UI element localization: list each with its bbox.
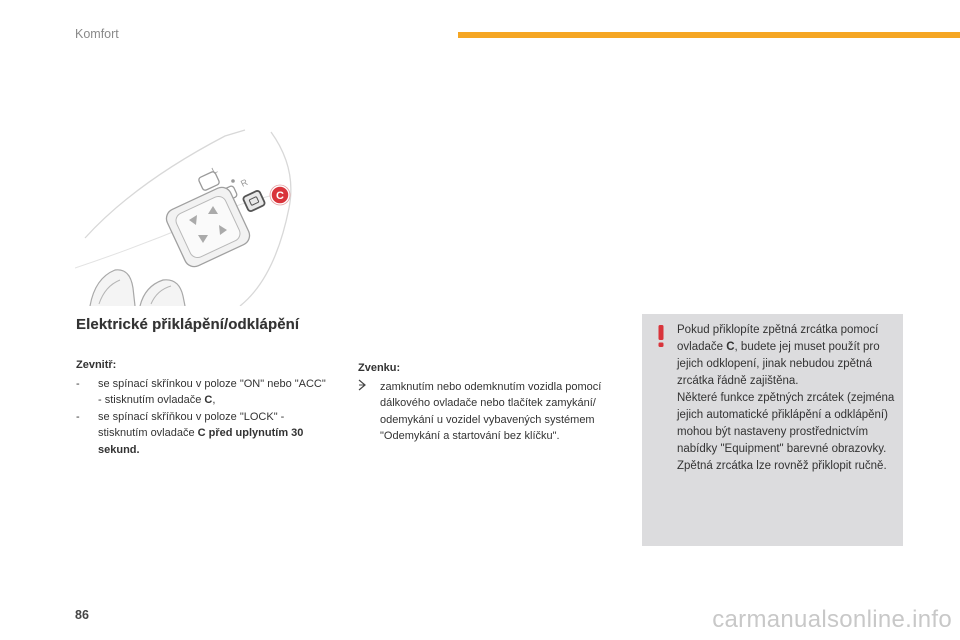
switch-letter-l: L	[210, 164, 219, 176]
warning-text	[677, 322, 899, 475]
callout-c-label: C	[276, 190, 284, 202]
item-bold-text: C před uplynutím 30 sekund.	[98, 427, 304, 456]
section-title: Komfort	[75, 27, 119, 41]
fold-button	[242, 190, 265, 212]
warning-bold: C	[726, 341, 735, 353]
inside-instructions	[76, 357, 326, 458]
item-text-end: ,	[212, 394, 216, 406]
inside-title: Zevnitř:	[76, 359, 117, 371]
warning-text-end: , budete jej muset použít pro jejich odklopení, jinak nebudou zpětná zrcátka řádně zajištěna.	[677, 341, 880, 387]
mirror-control-illustration	[75, 128, 305, 306]
warning-line-3: Zpětná zrcátka lze rovněž přiklopit ručně.	[677, 460, 887, 472]
pointer-icon	[358, 379, 368, 397]
section-heading: Elektrické přiklápění/odklápění	[76, 316, 300, 333]
list-item	[76, 409, 326, 459]
item-text: zamknutím nebo odemknutím vozidla pomocí dálkového ovladače nebo tlačítek zamykání/ odemykání u vozidel vybavených systémem "Odemykání a startování bez klíčku".	[380, 380, 602, 442]
door-panel-edge	[240, 132, 291, 306]
warning-text-start: Pokud přiklopíte zpětná zrcátka pomocí ovladače	[677, 324, 879, 353]
exclamation-icon	[654, 324, 668, 348]
item-bold-text: C	[204, 394, 213, 406]
window-button-left	[90, 270, 135, 306]
header-accent-bar	[458, 32, 960, 38]
item-text: se spínací skřínkou v poloze "ON" nebo "ACC" - stisknutím ovladače	[98, 377, 326, 406]
dash-bullet: -	[76, 410, 80, 423]
watermark: carmanualsonline.info	[712, 606, 952, 633]
mirror-adjust-pad	[163, 184, 253, 270]
outside-title: Zvenku:	[358, 362, 401, 374]
warning-line-2: Některé funkce zpětných zrcátek (zejména jejich automatické přiklápění a odklápění) mohou být nastaveny prostřednictvím nabídky "Equipment" barevné obrazovky.	[677, 392, 895, 455]
list-item	[358, 379, 628, 445]
list-item	[76, 376, 326, 409]
callout-c-badge	[270, 185, 290, 205]
outside-instructions	[358, 360, 628, 445]
dash-bullet: -	[76, 377, 80, 390]
page-number: 86	[75, 608, 89, 622]
item-text: se spínací skříňkou v poloze "LOCK" - stisknutím ovladače	[98, 410, 285, 439]
warning-box	[642, 314, 903, 546]
window-button-right	[140, 280, 185, 306]
switch-letter-r: R	[239, 176, 250, 189]
